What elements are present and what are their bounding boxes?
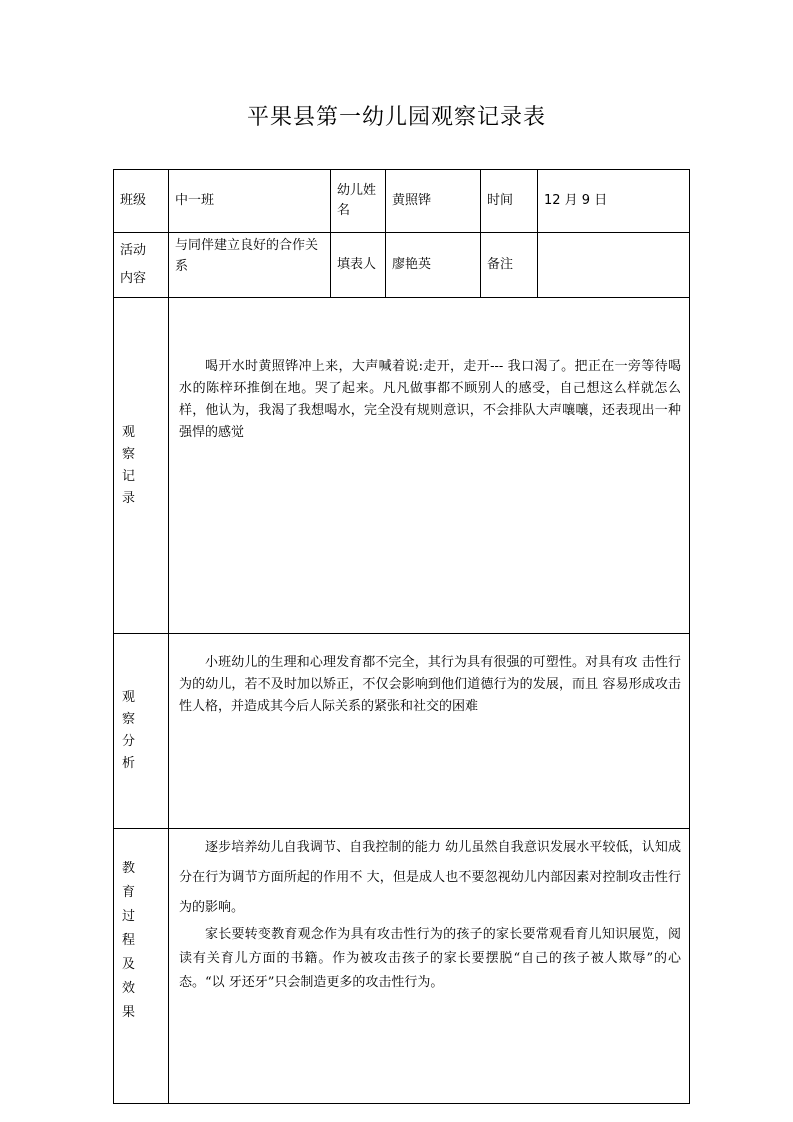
analysis-label-char: 析 xyxy=(122,756,136,771)
education-label-char: 育 xyxy=(122,885,136,900)
education-label-char: 果 xyxy=(122,1005,136,1020)
note-value xyxy=(538,233,690,298)
education-label-char: 过 xyxy=(122,909,136,924)
time-value: 12 月 9 日 xyxy=(538,170,690,233)
page-title: 平果县第一幼儿园观察记录表 xyxy=(246,105,546,130)
table-row-basic-info xyxy=(114,170,690,233)
activity-label-line1: 活动 xyxy=(120,243,147,258)
observation-label-char: 记 xyxy=(122,468,136,484)
analysis-label-char: 观 xyxy=(122,690,136,705)
table-row-observation xyxy=(114,298,690,634)
education-label-char: 及 xyxy=(122,957,136,972)
observation-record-table xyxy=(113,169,690,1104)
filler-label: 填表人 xyxy=(331,233,386,298)
analysis-label xyxy=(114,634,169,829)
observation-text: 喝开水时黄照铧冲上来，大声喊着说:走开，走开--- 我口渴了。把正在一旁等待喝水的陈梓环推倒在地。哭了起来。凡凡做事都不顾别人的感受，自己想这么样就怎么样，他认为，我渴了我想喝水，完全没有规则意识，不会排队大声嚷嚷，还表现出一种强悍的感觉 xyxy=(179,359,681,440)
time-label: 时间 xyxy=(481,170,538,233)
activity-label-line2: 内容 xyxy=(120,271,147,286)
education-text-1: 逐步培养幼儿自我调节、自我控制的能力 幼儿虽然自我意识发展水平较低，认知成分在行为调节方面所起的作用不 大，但是成人也不要忽视幼儿内部因素对控制攻击性行为的影响。 xyxy=(179,840,681,915)
analysis-text: 小班幼儿的生理和心理发育都不完全，其行为具有很强的可塑性。对具有攻 击性行为的幼儿，若不及时加以矫正，不仅会影响到他们道德行为的发展，而且 容易形成攻击性人格，并造成其今后人际关系的紧张和社交的困难 xyxy=(179,655,681,714)
education-text-2: 家长要转变教育观念作为具有攻击性行为的孩子的家长要常观看育儿知识展览，阅读有关育儿方面的书籍。作为被攻击孩子的家长要摆脱“自己的孩子被人欺辱”的心态。“以 牙还牙”只会制造更多的攻击性行为。 xyxy=(179,927,681,990)
education-label xyxy=(114,829,169,1104)
table-row-education xyxy=(114,829,690,1104)
observation-label-char: 察 xyxy=(122,446,136,462)
education-label-char: 教 xyxy=(122,861,136,876)
class-label: 班级 xyxy=(114,170,169,233)
activity-label xyxy=(114,233,169,298)
child-name-label: 幼儿姓名 xyxy=(331,170,386,233)
activity-value: 与同伴建立良好的合作关系 xyxy=(169,233,331,298)
education-content xyxy=(169,829,690,1104)
table-row-analysis xyxy=(114,634,690,829)
education-label-char: 程 xyxy=(122,933,136,948)
analysis-label-char: 察 xyxy=(122,712,136,727)
observation-content xyxy=(169,298,690,634)
analysis-content xyxy=(169,634,690,829)
table-row-activity xyxy=(114,233,690,298)
observation-label-char: 录 xyxy=(122,490,136,506)
child-name-value: 黄照铧 xyxy=(386,170,481,233)
education-label-char: 效 xyxy=(122,981,136,996)
filler-value: 廖艳英 xyxy=(386,233,481,298)
observation-label-char: 观 xyxy=(122,424,136,440)
observation-label xyxy=(114,298,169,634)
note-label: 备注 xyxy=(481,233,538,298)
class-value: 中一班 xyxy=(169,170,331,233)
analysis-label-char: 分 xyxy=(122,734,136,749)
